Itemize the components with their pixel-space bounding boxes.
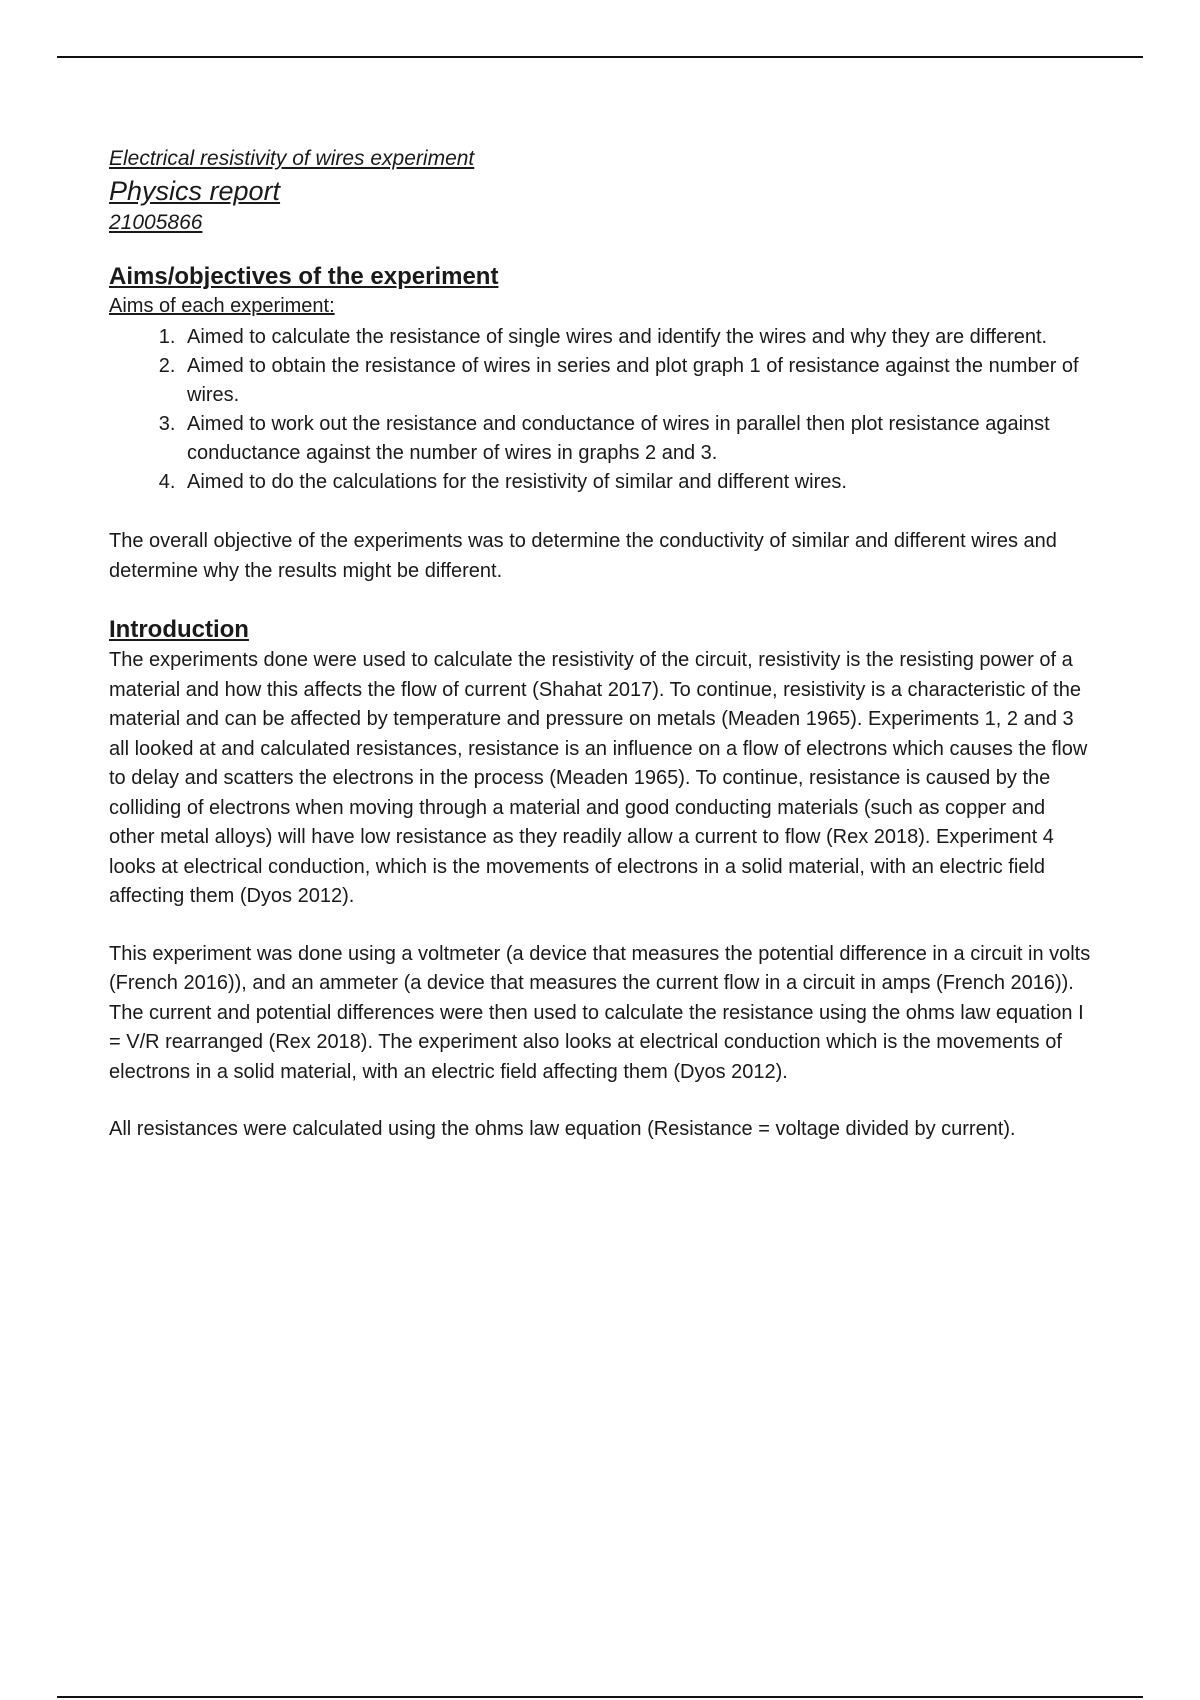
aims-subheading: Aims of each experiment: (109, 295, 335, 317)
aim-item-3: 3. Aimed to work out the resistance and conductance of wires in parallel then plot resistance against conductance against the number of wires in graphs 2 and 3. (181, 410, 1094, 468)
header-rule (57, 56, 1143, 58)
introduction-heading: Introduction (109, 616, 249, 643)
overall-objective: The overall objective of the experiments was to determine the conductivity of similar and different wires and determine why the results might be different. (109, 530, 1057, 582)
student-id: 21005866 (109, 211, 203, 234)
aims-heading: Aims/objectives of the experiment (109, 263, 499, 290)
introduction-paragraph-2: This experiment was done using a voltmeter (a device that measures the potential difference in a circuit in volts (French 2016)), and an ammeter (a device that measures the current flow in a circuit in amps (French 2016)). The current and potential differences were then used to calculate the resistance using the ohms law equation I = V/R rearranged (Rex 2018). The experiment also looks at electrical conduction which is the movements of electrons in a solid material, with an electric field affecting them (Dyos 2012). (109, 942, 1091, 1083)
aim-item-4: 4. Aimed to do the calculations for the resistivity of similar and different wires. (181, 468, 1094, 497)
document-title: Electrical resistivity of wires experiment (109, 147, 475, 170)
footer-rule (57, 1696, 1143, 1698)
aim-item-1: 1. Aimed to calculate the resistance of single wires and identify the wires and why they are different. (181, 323, 1094, 352)
document-page (109, 145, 1094, 1145)
aims-list (109, 323, 1094, 497)
report-subtitle: Physics report (109, 176, 281, 206)
introduction-paragraph-3: All resistances were calculated using the ohms law equation (Resistance = voltage divided by current). (109, 1118, 1016, 1140)
introduction-paragraph-1: The experiments done were used to calculate the resistivity of the circuit, resistivity is the resisting power of a material and how this affects the flow of current (Shahat 2017). To continue, resistivity is a characteristic of the material and can be affected by temperature and pressure on metals (Meaden 1965). Experiments 1, 2 and 3 all looked at and calculated resistances, resistance is an influence on a flow of electrons which causes the flow to delay and scatters the electrons in the process (Meaden 1965). To continue, resistance is caused by the colliding of electrons when moving through a material and good conducting materials (such as copper and other metal alloys) will have low resistance as they readily allow a current to flow (Rex 2018). Experiment 4 looks at electrical conduction, which is the movements of electrons in a solid material, with an electric field affecting them (Dyos 2012). (109, 649, 1088, 907)
aim-item-2: 2. Aimed to obtain the resistance of wires in series and plot graph 1 of resistance against the number of wires. (181, 352, 1094, 410)
